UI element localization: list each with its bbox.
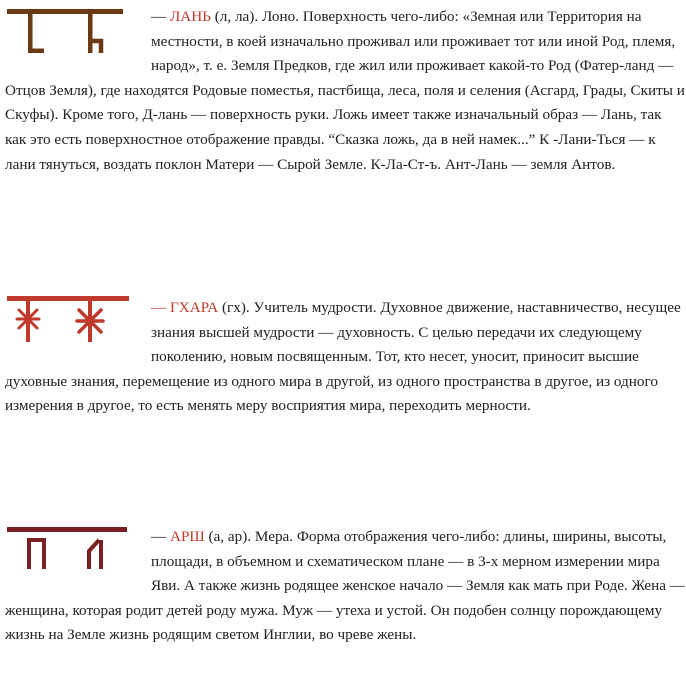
entry-ghara-dash: — xyxy=(151,299,170,316)
arsh-rune-icon xyxy=(5,525,147,575)
entry-ghara-body: (гх). Учитель мудрости. Духовное движение, наставничество, несущее знания высшей мудрости — духовность. С целью передачи их следующему поколению, новым посвященным. Тот, кто несет, уносит, приносит высшие духовные знания, перемещение из одного мира в другой, из одного пространства в другое, из одного измерения в другое, то есть менять меру восприятия мира, переходить мерности. xyxy=(5,299,681,415)
lan-rune-icon xyxy=(5,5,147,63)
entry-lan-dash: — xyxy=(151,8,170,25)
entry-lan-term: ЛАНЬ xyxy=(169,8,211,25)
entry-arsh-body: (а, ар). Мера. Форма отображения чего-либо: длины, ширины, высоты, площади, в объемном и схематическом плане — в 3-х мерном измерении мира Яви. А также жизнь родящее женское начало — Земля как мать при Роде. Жена — женщина, которая родит детей роду мужа. Муж — утеха и устой. Он подобен солнцу порождающему жизнь на Земле жизнь родящим светом Инглии, во чреве жены. xyxy=(5,528,685,644)
entry-arsh-term: АРШ xyxy=(169,528,205,545)
entry-lan-body: (л, ла). Лоно. Поверхность чего-либо: «Земная или Территория на местности, в коей изначально проживал или проживает тот или иной Род, племя, народ», т. е. Земля Предков, где жил или проживает какой-то Род (Фатер-ланд — Отцов Земля), где находятся Родовые поместья, пастбища, леса, поля и селения (Асгард, Грады, Скиты и Скуфы). Кроме того, Д-лань — поверхность руки. Ложь имеет также изначальный образ — Лань, так как это есть поверхностное отображение правды. “Сказка ложь, да в ней намек...” К -Лани-Ться — к лани тянуться, воздать поклон Матери — Сырой Земле. К-Ла-Ст-ъ. Ант-Лань — земля Антов. xyxy=(5,8,685,173)
ghara-rune-icon xyxy=(5,296,147,350)
entry-ghara xyxy=(5,296,685,419)
entry-arsh-dash: — xyxy=(151,528,170,545)
entry-lan xyxy=(5,5,685,177)
entry-arsh xyxy=(5,525,685,648)
entry-ghara-term: ГХАРА xyxy=(169,299,219,316)
